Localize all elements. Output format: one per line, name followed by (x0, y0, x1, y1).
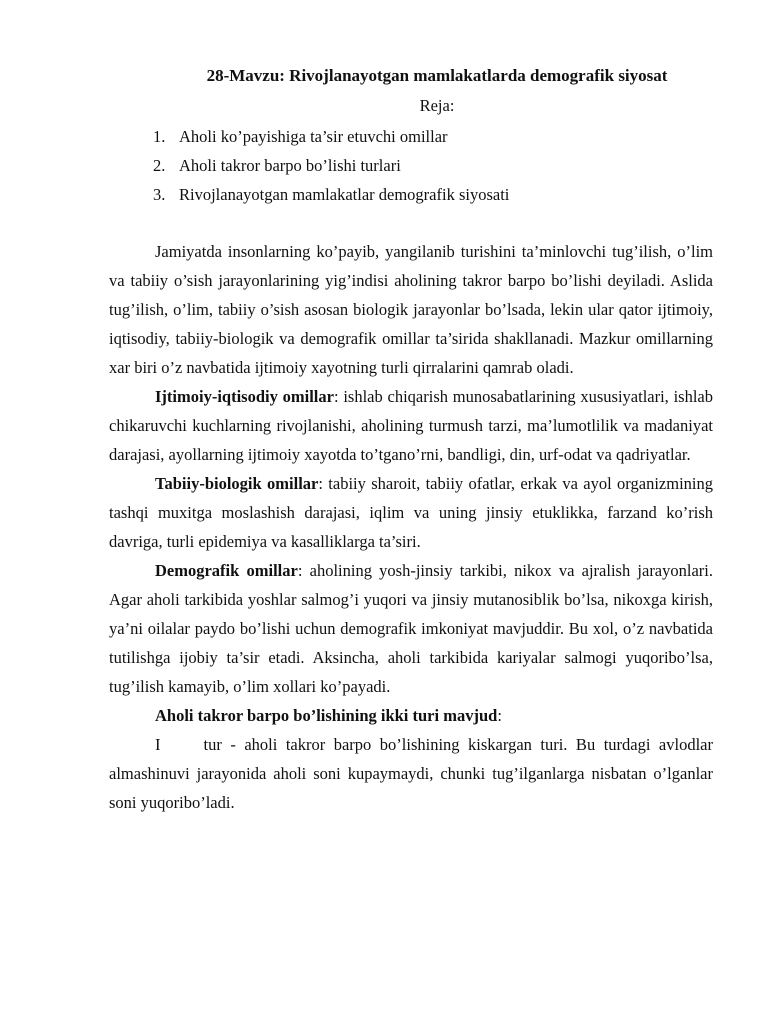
paragraph-text: tur - aholi takror barpo bo’lishining kiskargan turi. Bu turdagi avlodlar almashinuvi jarayonida aholi soni kupaymaydi, chunki tug’ilganlarga nisbatan o’lganlar soni yuqoribo’ladi. (109, 735, 713, 812)
plan-item-text: Rivojlanayotgan mamlakatlar demografik siyosati (179, 185, 510, 204)
term-demographic: Demografik omillar (155, 561, 298, 580)
plan-item (153, 156, 713, 185)
type-number: I (155, 735, 161, 754)
heading-colon: : (497, 706, 502, 725)
paragraph-text: : aholining yosh-jinsiy tarkibi, nikox va ajralish jarayonlari. Agar aholi tarkibida yoshlar salmog’i yuqori va jinsiy mutanosiblik bo’lsa, nikoxga kirish, ya’ni oilalar paydo bo’lishi uchun demografik imkoniyat mavjuddir. Bu xol, o’z navbatida tutilishga ijobiy ta’sir etadi. Aksincha, aholi tarkibida kariyalar salmogi yuqoribo’lsa, tug’ilish kamayib, o’lim xollari ko’payadi. (109, 561, 713, 696)
plan-item-number: 3. (153, 185, 166, 204)
paragraph-two-types-heading (109, 701, 713, 730)
paragraph-intro: Jamiyatda insonlarning ko’payib, yangilanib turishini ta’minlovchi tug’ilish, o’lim va tabiiy o’sish jarayonlarining yig’indisi aholining takror barpo bo’lishi deyiladi. Aslida tug’ilish, o’lim, tabiiy o’sish asosan biologik jarayonlar bo’lsada, lekin ular qator ijtimoiy, iqtisodiy, tabiiy-biologik va demografik omillar ta’sirida shakllanadi. Mazkur omillarning xar biri o’z navbatida ijtimoiy xayotning turli qirralarini qamrab oladi. (109, 242, 713, 377)
plan-heading: Reja: (419, 96, 455, 115)
plan-item (153, 127, 713, 156)
document-body (109, 237, 713, 817)
plan-item-text: Aholi takror barpo bo’lishi turlari (179, 156, 401, 175)
plan-item-number: 1. (153, 127, 166, 146)
plan-item (153, 185, 713, 214)
paragraph-socio-economic (109, 382, 713, 469)
paragraph-text: : ishlab chiqarish munosabatlarining xususiyatlari, ishlab chikaruvchi kuchlarning rivojlanishi, aholining turmush tarzi, ma’lumotlilik va madaniyat darajasi, ayollarning ijtimoiy xayotda to’tgano’rni, bandligi, din, urf-odat va qadriyatlar. (109, 387, 713, 464)
term-natural-biological: Tabiiy-biologik omillar (155, 474, 319, 493)
plan-list (153, 127, 713, 214)
paragraph-text: : tabiiy sharoit, tabiiy ofatlar, erkak va ayol organizmining tashqi muxitga moslashish darajasi, iqlim va uning jinsiy etuklikka, farzand ko’rish davriga, turli epidemiya va kasalliklarga ta’siri. (109, 474, 713, 551)
paragraph-demographic (109, 556, 713, 701)
paragraph-type-one (109, 730, 713, 817)
plan-item-text: Aholi ko’payishiga ta’sir etuvchi omillar (179, 127, 448, 146)
plan-item-number: 2. (153, 156, 166, 175)
heading-two-types: Aholi takror barpo bo’lishining ikki turi mavjud (155, 706, 498, 725)
page-title: 28-Mavzu: Rivojlanayotgan mamlakatlarda demografik siyosat (206, 66, 668, 85)
term-socio-economic: Ijtimoiy-iqtisodiy omillar (155, 387, 334, 406)
paragraph-natural-biological (109, 469, 713, 556)
